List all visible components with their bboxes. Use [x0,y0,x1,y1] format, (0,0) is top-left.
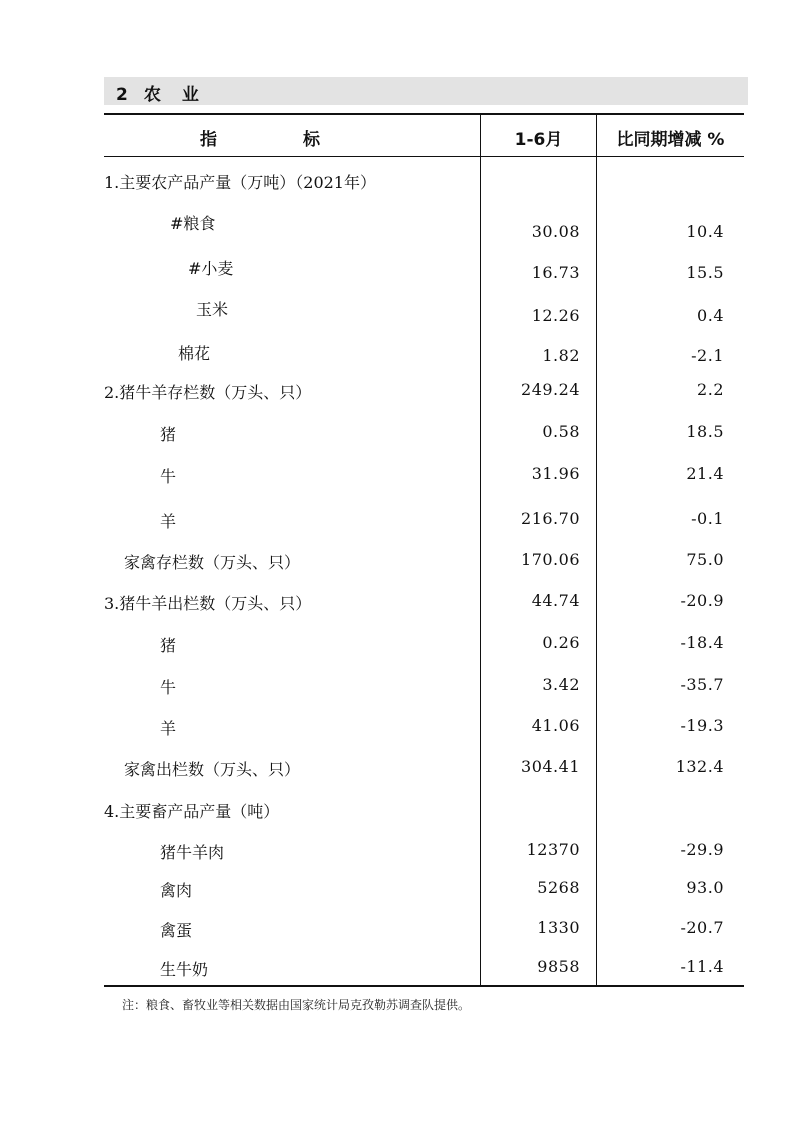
row-label: 羊 [160,719,177,738]
header-period: 1-6月 [514,130,563,150]
row-value: 41.06 [531,716,580,735]
table-header-rule [104,156,744,157]
row-label: 玉米 [196,300,229,319]
row-value: 12370 [526,840,580,859]
row-value: 0.26 [542,633,580,652]
row-label: 家禽出栏数（万头、只） [124,760,301,779]
row-label: 禽蛋 [160,921,193,940]
row-value: 170.06 [521,550,580,569]
row-value: 0.58 [542,422,580,441]
row-label: 牛 [160,467,177,486]
table-bottom-rule [104,985,744,987]
row-value: 9858 [537,957,580,976]
row-change: -11.4 [680,957,724,976]
footnote: 注：粮食、畜牧业等相关数据由国家统计局克孜勒苏调查队提供。 [122,998,471,1012]
section-number: 2 [116,85,130,105]
row-label: 牛 [160,678,177,697]
row-change: -29.9 [680,840,724,859]
table-top-rule [104,113,744,115]
header-indicator-char-2: 标 [303,130,320,150]
table-row-values [104,222,744,244]
row-label: 羊 [160,512,177,531]
row-value: 304.41 [521,757,580,776]
row-value: 5268 [537,878,580,897]
header-indicator-char-1: 指 [200,130,217,150]
row-change: -0.1 [691,509,724,528]
row-value: 31.96 [531,464,580,483]
row-change: 75.0 [686,550,724,569]
row-label: 1.主要农产品产量（万吨）（2021年） [104,173,376,192]
row-label: 猪 [160,636,177,655]
section-title [116,80,201,105]
section-header-bar [104,77,748,105]
row-label: 4.主要畜产品产量（吨） [104,802,280,821]
row-value: 30.08 [531,222,580,241]
header-change: 比同期增减 % [616,130,725,150]
row-label: #小麦 [188,259,234,278]
table-row [104,550,744,572]
table-row [104,840,744,862]
row-change: 93.0 [686,878,724,897]
row-change: 21.4 [686,464,724,483]
section-name: 农 业 [143,85,201,105]
table-row [104,509,744,531]
row-change: 10.4 [686,222,724,241]
table-row [104,957,744,979]
row-label: #粮食 [170,214,216,233]
row-change: 0.4 [697,306,724,325]
row-label: 棉花 [178,344,211,363]
table-row [104,464,744,486]
row-change: -35.7 [680,675,724,694]
row-value: 249.24 [521,380,580,399]
table-row [104,918,744,940]
table-row-values [104,306,744,328]
table-row [104,380,744,402]
row-change: -2.1 [691,346,724,365]
row-change: 2.2 [697,380,724,399]
row-change: -18.4 [680,633,724,652]
table-row [104,170,744,192]
row-label: 禽肉 [160,881,193,900]
row-change: -20.7 [680,918,724,937]
row-label: 2.猪牛羊存栏数（万头、只） [104,383,312,402]
row-change: -19.3 [680,716,724,735]
row-label: 猪牛羊肉 [160,843,225,862]
row-change: 15.5 [686,263,724,282]
row-change: 132.4 [675,757,724,776]
row-label: 猪 [160,425,177,444]
header-indicator [200,125,320,150]
row-value: 1.82 [542,346,580,365]
row-value: 12.26 [531,306,580,325]
row-change: -20.9 [680,591,724,610]
row-label: 家禽存栏数（万头、只） [124,553,301,572]
table-row [104,716,744,738]
table-row-values [104,263,744,285]
table-row [104,799,744,821]
table-row [104,757,744,779]
table-row [104,591,744,613]
table-row-values [104,346,744,368]
table-row [104,422,744,444]
row-value: 1330 [537,918,580,937]
row-value: 16.73 [531,263,580,282]
table-row [104,675,744,697]
table-row [104,878,744,900]
row-value: 216.70 [521,509,580,528]
row-value: 3.42 [542,675,580,694]
table-row [104,633,744,655]
row-change: 18.5 [686,422,724,441]
row-value: 44.74 [531,591,580,610]
row-label: 生牛奶 [160,960,209,979]
row-label: 3.猪牛羊出栏数（万头、只） [104,594,312,613]
